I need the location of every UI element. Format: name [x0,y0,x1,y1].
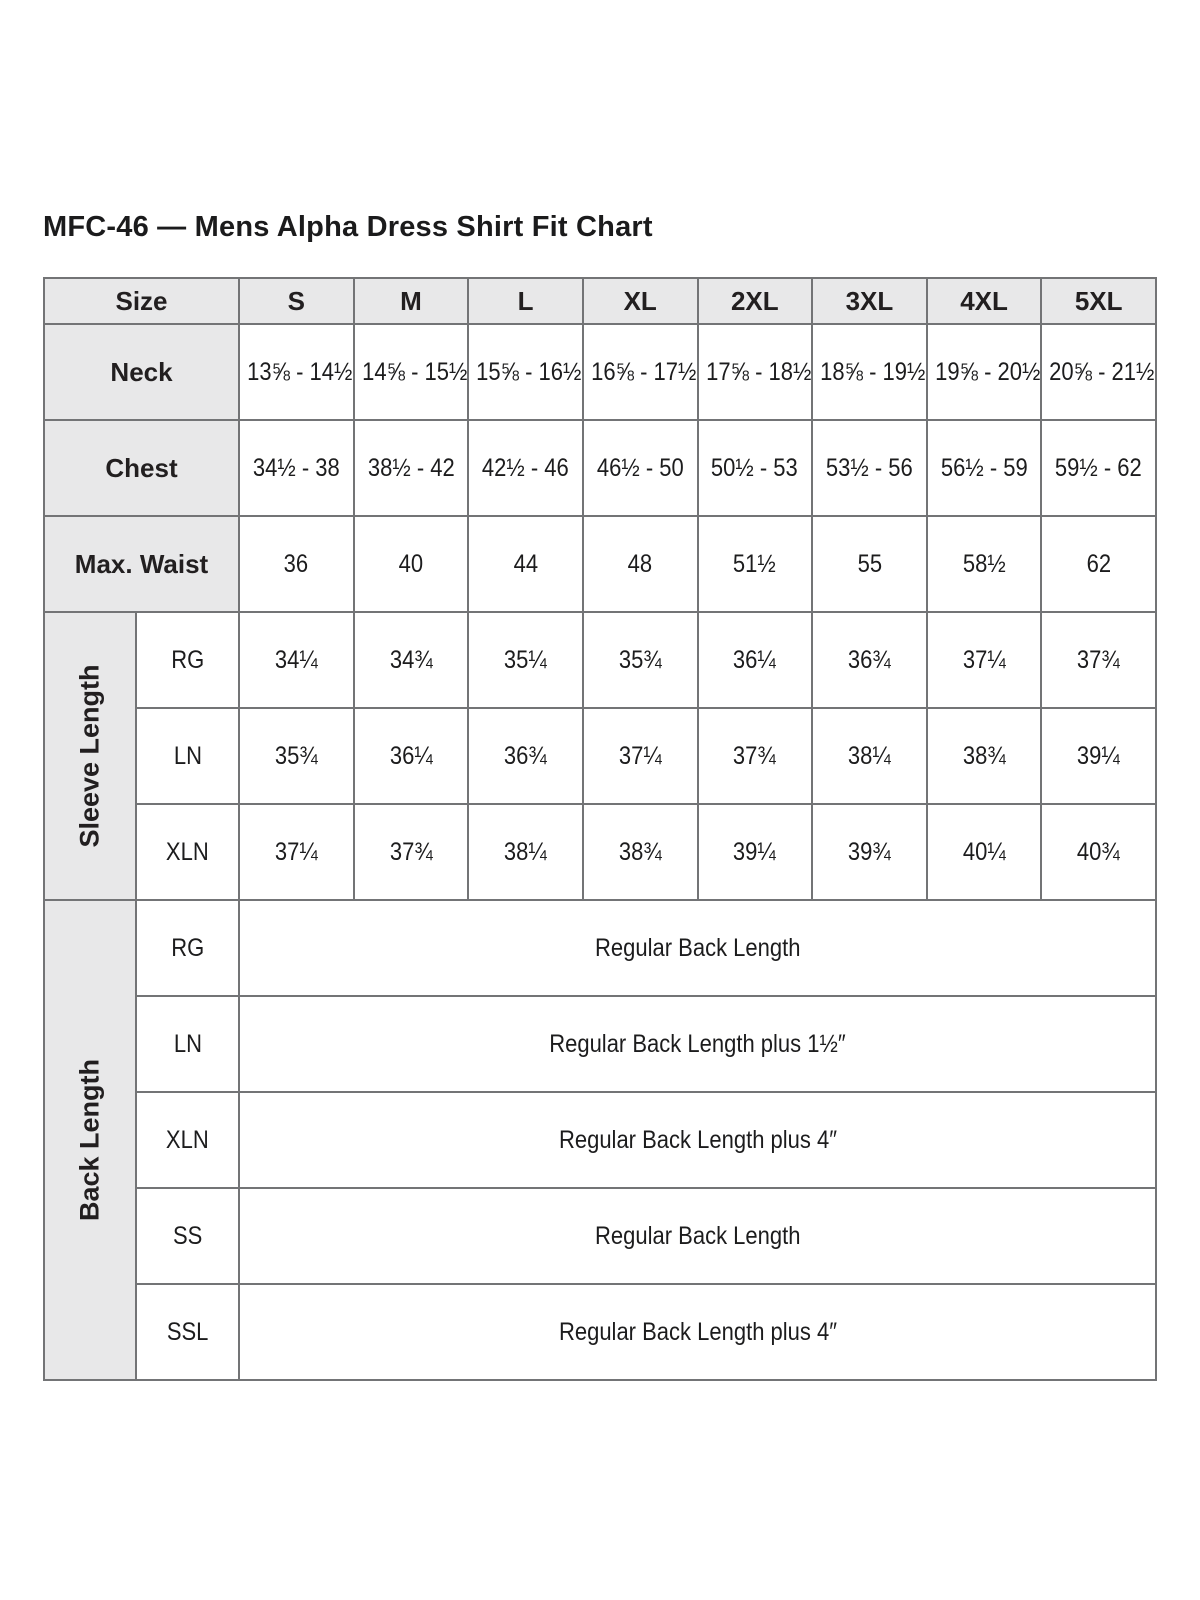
max-waist-value-cell [239,516,354,612]
cell-text: 36¼ [389,741,433,770]
neck-value-cell [927,324,1042,420]
cell-text: 48 [627,549,653,578]
cell-text: 20⅝ - 21½ [1049,357,1155,386]
max-waist-value-cell [583,516,698,612]
max-waist-row-label: Max. Waist [44,516,239,612]
chest-value-cell [1041,420,1156,516]
back-length-group-label: Back Length [74,1058,105,1222]
cell-text: 34¾ [389,645,433,674]
cell-text: 38¾ [618,837,662,866]
cell-text: 36¾ [848,645,891,674]
cell-text: 39¼ [1077,741,1121,770]
cell-text: Regular Back Length plus 4″ [558,1125,837,1154]
sleeve-length-group-label-cell [44,612,136,900]
cell-text: Regular Back Length [594,1221,801,1250]
fit-code: SS [172,1221,203,1250]
cell-text: 35¾ [274,741,318,770]
cell-text: 46½ - 50 [596,453,684,482]
max-waist-value-cell [812,516,927,612]
sleeve-rg-value-cell [583,612,698,708]
cell-text: 36 [284,549,309,578]
sleeve-rg-value-cell [354,612,469,708]
back-ssl-row [44,1284,1156,1380]
back-rg-text-cell [239,900,1156,996]
sleeve-ln-value-cell [1041,708,1156,804]
sleeve-ln-fit-cell [136,708,239,804]
cell-text: 18⅝ - 19½ [820,357,926,386]
back-ss-row [44,1188,1156,1284]
cell-text: 37¼ [274,837,318,866]
fit-code: RG [171,645,204,674]
column-header-5xl: 5XL [1041,278,1156,324]
cell-text: 38½ - 42 [367,453,455,482]
cell-text: 38¼ [504,837,547,866]
chest-value-cell [354,420,469,516]
neck-row [44,324,1156,420]
back-ln-fit-cell [136,996,239,1092]
chest-row-label: Chest [44,420,239,516]
cell-text: 19⅝ - 20½ [934,357,1041,386]
sleeve-length-group-label: Sleeve Length [74,664,105,848]
cell-text: 62 [1086,549,1111,578]
sleeve-xln-value-cell [812,804,927,900]
cell-text: 37¾ [1077,645,1121,674]
cell-text: 34½ - 38 [252,453,340,482]
cell-text: 44 [513,549,538,578]
neck-value-cell [354,324,469,420]
sleeve-xln-value-cell [1041,804,1156,900]
cell-text: Regular Back Length plus 1½″ [549,1029,846,1058]
cell-text: 38¼ [848,741,891,770]
max-waist-value-cell [354,516,469,612]
cell-text: 56½ - 59 [940,453,1028,482]
back-ssl-text-cell [239,1284,1156,1380]
sleeve-ln-value-cell [812,708,927,804]
sleeve-rg-row [44,612,1156,708]
neck-value-cell [698,324,813,420]
sleeve-rg-value-cell [698,612,813,708]
max-waist-row [44,516,1156,612]
cell-text: 13⅝ - 14½ [247,357,353,386]
back-ln-row [44,996,1156,1092]
cell-text: 36¼ [733,645,777,674]
chest-value-cell [239,420,354,516]
cell-text: 53½ - 56 [826,453,913,482]
neck-value-cell [468,324,583,420]
cell-text: 38¾ [962,741,1006,770]
sleeve-ln-value-cell [698,708,813,804]
back-ss-text-cell [239,1188,1156,1284]
column-header-s: S [239,278,354,324]
cell-text: 17⅝ - 18½ [705,357,811,386]
back-xln-text-cell [239,1092,1156,1188]
sleeve-rg-value-cell [927,612,1042,708]
sleeve-rg-value-cell [812,612,927,708]
cell-text: 42½ - 46 [482,453,569,482]
cell-text: 40¾ [1077,837,1121,866]
back-xln-row [44,1092,1156,1188]
max-waist-value-cell [1041,516,1156,612]
fit-code: RG [171,933,204,962]
cell-text: 39¾ [848,837,891,866]
max-waist-value-cell [927,516,1042,612]
chest-value-cell [468,420,583,516]
cell-text: 35¼ [504,645,547,674]
sleeve-xln-value-cell [354,804,469,900]
sleeve-xln-value-cell [698,804,813,900]
cell-text: Regular Back Length plus 4″ [558,1317,837,1346]
size-column-header: Size [44,278,239,324]
cell-text: 37¼ [962,645,1006,674]
neck-value-cell [1041,324,1156,420]
fit-code: LN [173,741,202,770]
header-row [44,278,1156,324]
max-waist-value-cell [698,516,813,612]
back-ln-text-cell [239,996,1156,1092]
sleeve-xln-value-cell [927,804,1042,900]
back-length-group-label-cell [44,900,136,1380]
sleeve-ln-value-cell [239,708,354,804]
cell-text: 40¼ [962,837,1006,866]
sleeve-xln-row [44,804,1156,900]
sleeve-ln-value-cell [927,708,1042,804]
cell-text: 50½ - 53 [711,453,799,482]
sleeve-ln-value-cell [468,708,583,804]
column-header-3xl: 3XL [812,278,927,324]
chest-value-cell [812,420,927,516]
cell-text: 37¾ [389,837,433,866]
column-header-2xl: 2XL [698,278,813,324]
cell-text: 39¼ [733,837,777,866]
page-title: MFC-46 — Mens Alpha Dress Shirt Fit Chart [43,211,653,243]
column-header-xl: XL [583,278,698,324]
cell-text: 15⅝ - 16½ [476,357,582,386]
neck-value-cell [812,324,927,420]
back-ss-fit-cell [136,1188,239,1284]
cell-text: 36¾ [504,741,547,770]
back-ssl-fit-cell [136,1284,239,1380]
back-rg-row [44,900,1156,996]
cell-text: 16⅝ - 17½ [591,357,697,386]
neck-value-cell [239,324,354,420]
neck-value-cell [583,324,698,420]
cell-text: 35¾ [618,645,662,674]
fit-code: SSL [166,1317,209,1346]
chest-value-cell [927,420,1042,516]
back-xln-fit-cell [136,1092,239,1188]
column-header-4xl: 4XL [927,278,1042,324]
sleeve-xln-value-cell [239,804,354,900]
sleeve-ln-value-cell [583,708,698,804]
cell-text: 37¾ [733,741,777,770]
fit-code: LN [173,1029,202,1058]
sleeve-ln-row [44,708,1156,804]
fit-chart-table [43,277,1157,1381]
sleeve-rg-fit-cell [136,612,239,708]
fit-code: XLN [166,1125,209,1154]
chest-row [44,420,1156,516]
cell-text: 59½ - 62 [1055,453,1143,482]
fit-code: XLN [166,837,209,866]
sleeve-xln-value-cell [583,804,698,900]
column-header-l: L [468,278,583,324]
column-header-m: M [354,278,469,324]
sleeve-rg-value-cell [1041,612,1156,708]
back-rg-fit-cell [136,900,239,996]
cell-text: 37¼ [618,741,662,770]
max-waist-value-cell [468,516,583,612]
sleeve-rg-value-cell [239,612,354,708]
cell-text: Regular Back Length [594,933,801,962]
neck-row-label: Neck [44,324,239,420]
cell-text: 34¼ [274,645,318,674]
chest-value-cell [698,420,813,516]
sleeve-ln-value-cell [354,708,469,804]
cell-text: 51½ [733,549,777,578]
cell-text: 55 [857,549,882,578]
cell-text: 14⅝ - 15½ [361,357,467,386]
chest-value-cell [583,420,698,516]
sleeve-rg-value-cell [468,612,583,708]
sleeve-xln-fit-cell [136,804,239,900]
cell-text: 58½ [962,549,1006,578]
cell-text: 40 [398,549,424,578]
sleeve-xln-value-cell [468,804,583,900]
